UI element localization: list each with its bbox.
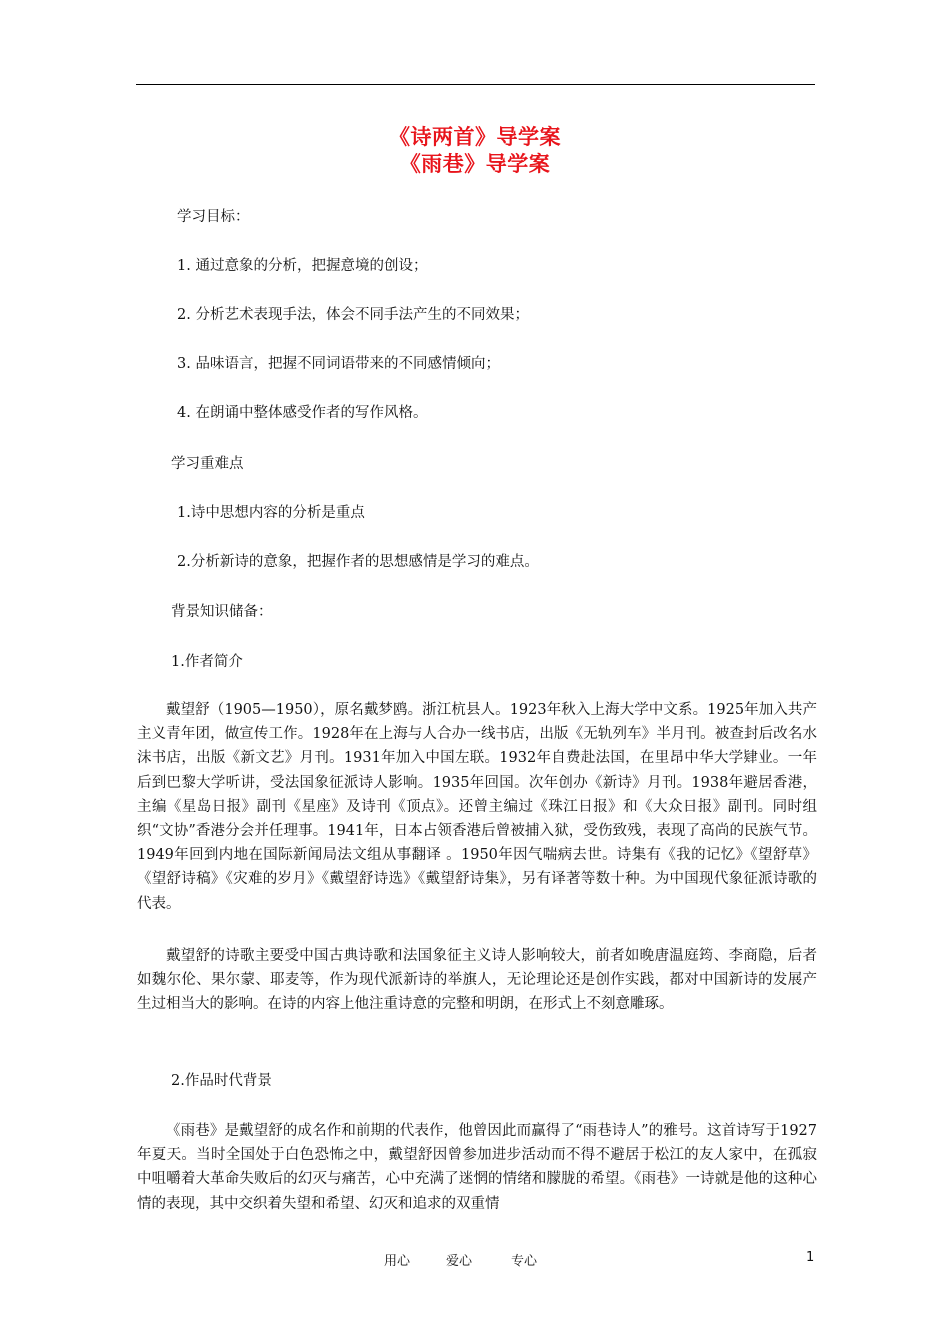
header-rule — [136, 84, 815, 85]
goal-item: 1. 通过意象的分析，把握意境的创设； — [177, 258, 428, 274]
document-subtitle: 《雨巷》导学案 — [399, 152, 551, 176]
footer-motto: 用心 — [384, 1254, 411, 1269]
background-heading: 背景知识储备： — [171, 604, 273, 620]
difficulty-item: 1.诗中思想内容的分析是重点 — [177, 505, 365, 521]
goal-item: 3. 品味语言，把握不同词语带来的不同感情倾向； — [177, 356, 500, 372]
goal-item: 4. 在朗诵中整体感受作者的写作风格。 — [177, 405, 428, 421]
author-heading: 1.作者简介 — [171, 654, 243, 670]
difficulty-heading: 学习重难点 — [171, 456, 244, 472]
influence-paragraph: 戴望舒的诗歌主要受中国古典诗歌和法国象征主义诗人影响较大，前者如晚唐温庭筠、李商隐，后者如魏尔伦、果尔蒙、耶麦等，作为现代派新诗的举旗人，无论理论还是创作实践，都对中国新诗的发展产生过相当大的影响。在诗的内容上他注重诗意的完整和明朗，在形式上不刻意雕琢。 — [137, 948, 817, 1013]
footer-motto: 专心 — [511, 1254, 538, 1269]
author-paragraph: 戴望舒（1905—1950），原名戴梦鸥。浙江杭县人。1923年秋入上海大学中文系。1925年加入共产主义青年团，做宣传工作。1928年在上海与人合办一线书店，出版《无轨列车》半月刊。被查封后改名水沫书店，出版《新文艺》月刊。1931年加入中国左联。1932年自费赴法国，在里昂中华大学肄业。一年后到巴黎大学听讲，受法国象征派诗人影响。1935年回国。次年创办《新诗》月刊。1938年避居香港，主编《星岛日报》副刊《星座》及诗刊《顶点》。还曾主编过《珠江日报》和《大众日报》副刊。同时组织“文协”香港分会并任理事。1941年，日本占领香港后曾被捕入狱，受伤致残，表现了高尚的民族气节。1949年回到内地在国际新闻局法文组从事翻译 。1950年因气喘病去世。诗集有《我的记忆》《望舒草》《望舒诗稿》《灾难的岁月》《戴望舒诗选》《戴望舒诗集》，另有译著等数十种。为中国现代象征派诗歌的代表。 — [137, 702, 817, 912]
document-title: 《诗两首》导学案 — [389, 125, 561, 149]
page-number: 1 — [806, 1250, 815, 1265]
era-paragraph: 《雨巷》是戴望舒的成名作和前期的代表作，他曾因此而赢得了“雨巷诗人”的雅号。这首诗写于1927年夏天。当时全国处于白色恐怖之中，戴望舒因曾参加进步活动而不得不避居于松江的友人家中，在孤寂中咀嚼着大革命失败后的幻灭与痛苦，心中充满了迷惘的情绪和朦胧的希望。《雨巷》一诗就是他的这种心情的表现，其中交织着失望和希望、幻灭和追求的双重情 — [137, 1123, 817, 1212]
difficulty-item: 2.分析新诗的意象，把握作者的思想感情是学习的难点。 — [177, 554, 539, 570]
era-heading: 2.作品时代背景 — [171, 1073, 272, 1089]
goals-heading: 学习目标： — [177, 209, 250, 225]
goal-item: 2. 分析艺术表现手法，体会不同手法产生的不同效果； — [177, 307, 529, 323]
footer-motto: 爱心 — [446, 1254, 473, 1269]
